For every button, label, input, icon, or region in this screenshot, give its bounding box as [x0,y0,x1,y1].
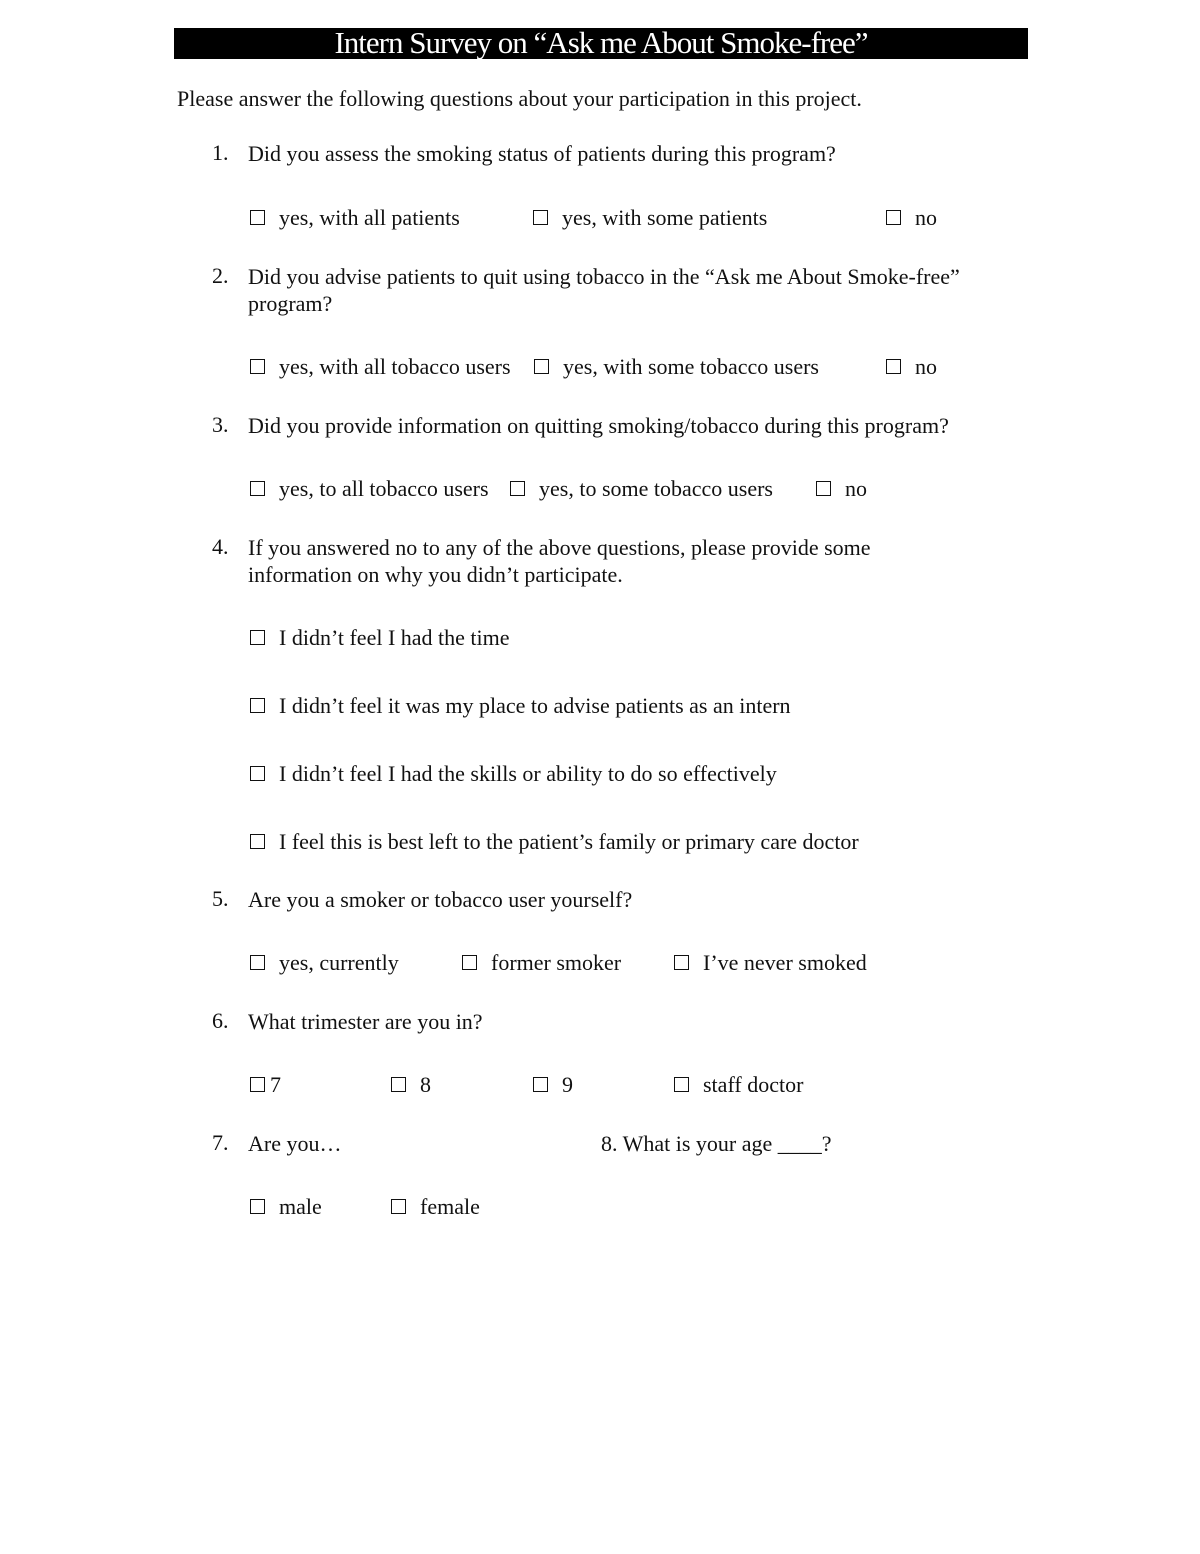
q6-option-4[interactable] [674,1072,803,1098]
q3-option-3-label: no [845,476,867,501]
q4-number: 4. [212,534,229,559]
q3-text: Did you provide information on quitting smoking/tobacco during this program? [248,413,949,438]
q4-option-1-label: I didn’t feel I had the time [279,625,510,650]
q1-option-2[interactable] [533,205,767,231]
survey-title: Intern Survey on “Ask me About Smoke-free” [174,28,1028,59]
q4-option-3-label: I didn’t feel I had the skills or ability to do so effectively [279,761,777,786]
q3-option-1-label: yes, to all tobacco users [279,476,489,501]
checkbox-icon[interactable] [250,766,265,781]
q4-option-1[interactable] [250,625,510,651]
checkbox-icon[interactable] [886,210,901,225]
checkbox-icon[interactable] [250,359,265,374]
q2-option-2[interactable] [534,354,819,380]
q5-text: Are you a smoker or tobacco user yourself? [248,887,633,912]
q4-option-2-label: I didn’t feel it was my place to advise patients as an intern [279,693,791,718]
checkbox-icon[interactable] [534,359,549,374]
q4-option-2[interactable] [250,693,791,719]
q5-option-3-label: I’ve never smoked [703,950,867,975]
q1-option-3[interactable] [886,205,937,231]
q1-option-3-label: no [915,205,937,230]
q6-text: What trimester are you in? [248,1009,483,1034]
q1-option-1-label: yes, with all patients [279,205,460,230]
q6-option-1-label: 7 [270,1072,281,1097]
q4-option-4-label: I feel this is best left to the patient’s family or primary care doctor [279,829,859,854]
q3-option-3[interactable] [816,476,867,502]
q5-option-1-label: yes, currently [279,950,399,975]
q6-option-2[interactable] [391,1072,431,1098]
q7-option-1-label: male [279,1194,322,1219]
q5-option-3[interactable] [674,950,867,976]
q1-option-1[interactable] [250,205,460,231]
q5-option-2-label: former smoker [491,950,622,975]
q2-option-2-label: yes, with some tobacco users [563,354,819,379]
checkbox-icon[interactable] [816,481,831,496]
intro-text: Please answer the following questions about your participation in this project. [177,86,862,111]
q4-option-3[interactable] [250,761,777,787]
checkbox-icon[interactable] [391,1077,406,1092]
q2-number: 2. [212,263,229,288]
q8-question [601,1130,832,1157]
checkbox-icon[interactable] [250,698,265,713]
q6-option-4-label: staff doctor [703,1072,804,1097]
checkbox-icon[interactable] [510,481,525,496]
q8-number: 8. [601,1131,618,1156]
checkbox-icon[interactable] [533,210,548,225]
q2-option-3[interactable] [886,354,937,380]
q6-option-1[interactable] [250,1072,281,1098]
q6-number: 6. [212,1008,229,1033]
q7-option-1[interactable] [250,1194,322,1220]
checkbox-icon[interactable] [250,834,265,849]
checkbox-icon[interactable] [674,1077,689,1092]
checkbox-icon[interactable] [462,955,477,970]
q8-text[interactable]: What is your age ____? [622,1131,832,1156]
q4-text-line2: information on why you didn’t participate. [248,562,623,587]
q1-text: Did you assess the smoking status of patients during this program? [248,141,836,166]
q2-option-3-label: no [915,354,937,379]
checkbox-icon[interactable] [250,1199,265,1214]
q4-text-line1: If you answered no to any of the above questions, please provide some [248,535,871,560]
q6-option-2-label: 8 [420,1072,431,1097]
q3-number: 3. [212,412,229,437]
q5-option-1[interactable] [250,950,399,976]
q2-text-line1: Did you advise patients to quit using tobacco in the “Ask me About Smoke-free” [248,264,960,289]
q7-option-2-label: female [420,1194,480,1219]
checkbox-icon[interactable] [250,481,265,496]
q3-option-1[interactable] [250,476,489,502]
q1-option-2-label: yes, with some patients [562,205,768,230]
q4-option-4[interactable] [250,829,859,855]
q7-number: 7. [212,1130,229,1155]
checkbox-icon[interactable] [886,359,901,374]
checkbox-icon[interactable] [391,1199,406,1214]
checkbox-icon[interactable] [533,1077,548,1092]
q3-option-2[interactable] [510,476,773,502]
q7-option-2[interactable] [391,1194,480,1220]
q6-option-3-label: 9 [562,1072,573,1097]
q2-option-1-label: yes, with all tobacco users [279,354,511,379]
q2-text-line2: program? [248,291,333,316]
checkbox-icon[interactable] [250,955,265,970]
q2-option-1[interactable] [250,354,511,380]
q6-option-3[interactable] [533,1072,573,1098]
q7-text: Are you… [248,1131,342,1156]
checkbox-icon[interactable] [250,630,265,645]
q5-option-2[interactable] [462,950,621,976]
q1-number: 1. [212,140,229,165]
q3-option-2-label: yes, to some tobacco users [539,476,773,501]
checkbox-icon[interactable] [250,210,265,225]
q5-number: 5. [212,886,229,911]
checkbox-icon[interactable] [674,955,689,970]
checkbox-icon[interactable] [250,1077,265,1092]
